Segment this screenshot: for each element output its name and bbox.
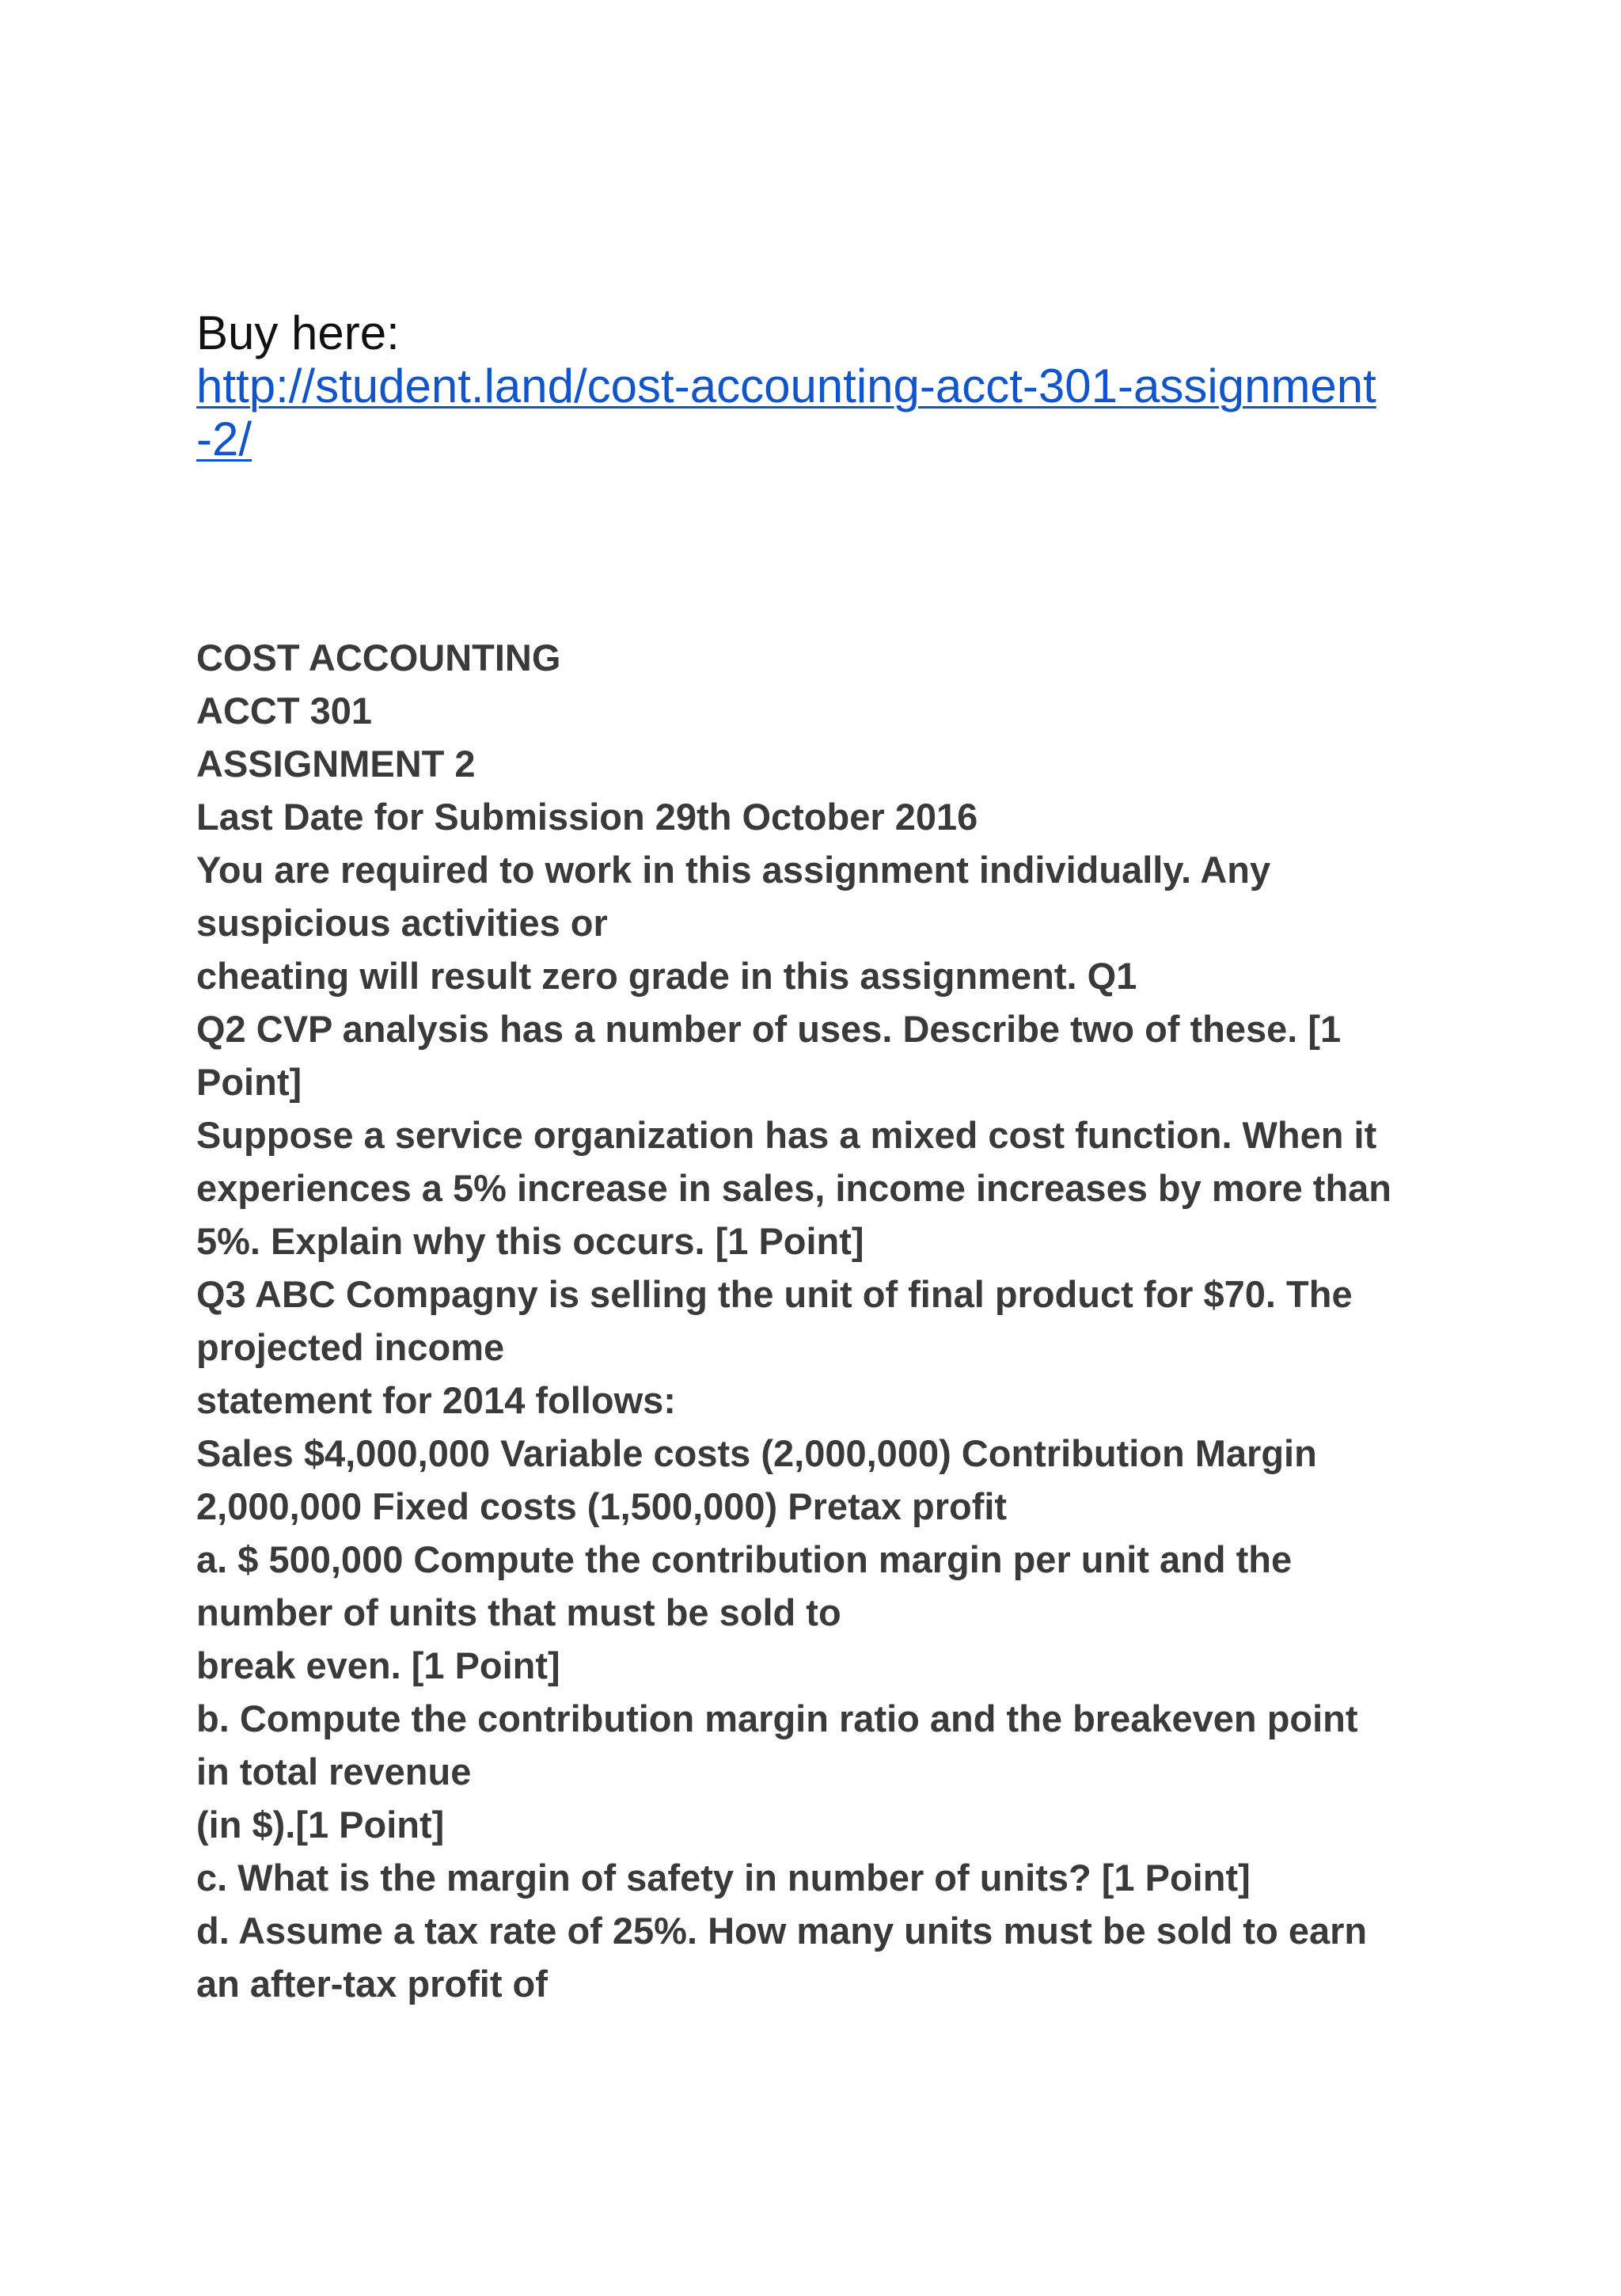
- text-line: in total revenue: [196, 1751, 472, 1792]
- assignment-text: [196, 631, 1431, 2010]
- purchase-link-line-2[interactable]: -2/: [196, 412, 252, 466]
- text-line: You are required to work in this assignment individually. Any: [196, 849, 1271, 891]
- text-line: d. Assume a tax rate of 25%. How many units must be sold to earn: [196, 1910, 1368, 1952]
- text-line: 2,000,000 Fixed costs (1,500,000) Pretax profit: [196, 1485, 1008, 1527]
- purchase-link[interactable]: [196, 359, 1431, 466]
- text-line: Q3 ABC Compagny is selling the unit of final product for $70. The: [196, 1273, 1353, 1315]
- text-line: c. What is the margin of safety in number of units? [1 Point]: [196, 1857, 1251, 1899]
- text-line: Sales $4,000,000 Variable costs (2,000,000) Contribution Margin: [196, 1432, 1317, 1474]
- course-code: ACCT 301: [196, 690, 373, 732]
- assignment-number: ASSIGNMENT 2: [196, 743, 476, 785]
- text-line: suspicious activities or: [196, 902, 608, 944]
- text-line: b. Compute the contribution margin ratio and the breakeven point: [196, 1697, 1358, 1739]
- text-line: a. $ 500,000 Compute the contribution margin per unit and the: [196, 1538, 1293, 1580]
- text-line: projected income: [196, 1326, 505, 1368]
- buy-here-block: [196, 306, 1431, 466]
- purchase-link-line-1[interactable]: http://student.land/cost-accounting-acct-301-assignment: [196, 359, 1376, 412]
- text-line: Point]: [196, 1061, 302, 1103]
- text-line: 5%. Explain why this occurs. [1 Point]: [196, 1220, 864, 1262]
- text-line: Q2 CVP analysis has a number of uses. Describe two of these. [1: [196, 1008, 1342, 1050]
- text-line: number of units that must be sold to: [196, 1591, 841, 1633]
- text-line: Suppose a service organization has a mixed cost function. When it: [196, 1114, 1377, 1156]
- buy-here-label: Buy here:: [196, 306, 400, 359]
- text-line: cheating will result zero grade in this assignment. Q1: [196, 955, 1137, 997]
- text-line: experiences a 5% increase in sales, income increases by more than: [196, 1167, 1392, 1209]
- submission-deadline: Last Date for Submission 29th October 2016: [196, 796, 978, 838]
- text-line: statement for 2014 follows:: [196, 1379, 676, 1421]
- course-title: COST ACCOUNTING: [196, 637, 561, 679]
- text-line: break even. [1 Point]: [196, 1644, 560, 1686]
- text-line: (in $).[1 Point]: [196, 1804, 445, 1846]
- text-line: an after-tax profit of: [196, 1963, 548, 2005]
